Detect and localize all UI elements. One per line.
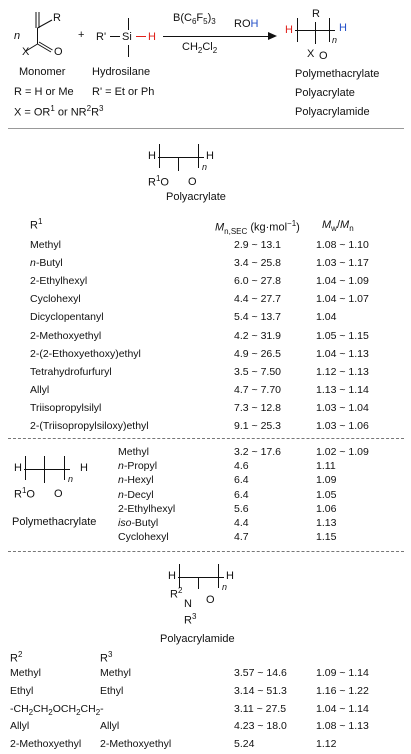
polyacrylate-mn: 3.4 ~ 25.8 — [234, 257, 281, 270]
polyacrylate-mn: 9.1 ~ 25.3 — [234, 420, 281, 432]
polyacrylate-row — [0, 257, 411, 271]
polymethacrylate-r: Cyclohexyl — [118, 531, 169, 544]
header-r1: $R^1$ — [30, 217, 43, 232]
monomer-r: R — [53, 12, 61, 24]
polyacrylate-mn: 5.4 ~ 13.7 — [234, 311, 281, 324]
polyacrylate-pdi: 1.03 ~ 1.17 — [316, 257, 369, 270]
polyacrylate-pdi: 1.12 ~ 1.13 — [316, 365, 369, 378]
polymethacrylate-r: n-Propyl — [118, 460, 158, 473]
polymethacrylate-mn: 4.4 — [234, 517, 249, 529]
polymethacrylate-caption: Polymethacrylate — [12, 516, 97, 528]
monomer-x: X — [22, 46, 30, 58]
polyacrylamide-caption: Polyacrylamide — [160, 633, 235, 645]
product-structure: H R n H X O — [285, 8, 347, 62]
polyacrylate-pdi: 1.05 ~ 1.15 — [316, 329, 369, 342]
polymethacrylate-mn: 5.6 — [234, 502, 249, 515]
polyacrylate-r: 2-(Triisopropylsiloxy)ethyl — [30, 420, 149, 432]
polyacrylamide-r2: $-CH_2CH_2OCH_2CH_2-$ — [10, 702, 104, 717]
polymethacrylate-row — [0, 531, 411, 545]
polyacrylate-row — [0, 275, 411, 289]
polyacrylate-r: Methyl — [30, 239, 61, 251]
product-label-3: Polyacrylamide — [295, 106, 370, 118]
polymethacrylate-mn: 6.4 — [234, 488, 249, 501]
polyacrylate-r: 2-Methoxyethyl — [30, 329, 102, 342]
polyacrylate-r: Tetrahydrofurfuryl — [30, 365, 112, 378]
polyacrylate-mn: 4.7 ~ 7.70 — [234, 383, 281, 396]
polyacrylamide-row — [0, 738, 411, 752]
polymethacrylate-pdi: 1.05 — [316, 488, 337, 501]
polyacrylate-pdi: 1.08 ~ 1.10 — [316, 239, 369, 251]
polyacrylamide-row — [0, 703, 411, 717]
polymethacrylate-pdi: 1.06 — [316, 502, 337, 515]
polyacrylamide-mn: 4.23 ~ 18.0 — [234, 720, 287, 733]
product-label-1: Polymethacrylate — [295, 68, 380, 80]
polyacrylate-r: Allyl — [30, 383, 50, 396]
catalyst-label: $B(C_6F_5)_3$ — [173, 12, 216, 27]
polymethacrylate-mn: 4.6 — [234, 460, 249, 473]
polyacrylamide-pdi: 1.04 ~ 1.14 — [316, 702, 369, 715]
polyacrylate-structure: H n H $R^1O$ O — [148, 136, 238, 196]
solvent-label: $CH_2Cl_2$ — [182, 41, 218, 56]
polyacrylamide-pdi: 1.12 — [316, 738, 337, 751]
polyacrylate-row — [0, 420, 411, 434]
hydrosilane-label: Hydrosilane — [92, 66, 151, 78]
polyacrylate-mn: 4.9 ~ 26.5 — [234, 347, 281, 360]
polyacrylamide-structure: H n H $R^2$ N O $R^3$ — [168, 560, 258, 630]
polyacrylamide-mn: 3.11 ~ 27.5 — [234, 702, 287, 715]
polyacrylamide-r3: 2-Methoxyethyl — [100, 738, 172, 751]
polyacrylate-mn: 4.2 ~ 31.9 — [234, 329, 281, 342]
monomer-label: Monomer — [19, 66, 66, 78]
polymethacrylate-r: 2-Ethylhexyl — [118, 502, 176, 515]
polyacrylate-mn: 6.0 ~ 27.8 — [234, 275, 281, 288]
polyacrylate-r: 2-(2-Ethoxyethoxy)ethyl — [30, 347, 141, 360]
product-label-2: Polyacrylate — [295, 87, 355, 99]
polyacrylate-row — [0, 239, 411, 253]
polymethacrylate-mn: 4.7 — [234, 531, 249, 544]
polymethacrylate-row — [0, 503, 411, 517]
divider-top — [8, 128, 404, 129]
polyacrylamide-r2: Allyl — [10, 720, 30, 733]
polyacrylamide-row — [0, 720, 411, 734]
plus-sign-1: + — [78, 29, 85, 41]
reaction-arrow — [163, 36, 275, 37]
polyacrylamide-mn: 5.24 — [234, 738, 255, 751]
polymethacrylate-pdi: 1.09 — [316, 474, 337, 487]
polyacrylate-r: Cyclohexyl — [30, 293, 81, 306]
x-definition: $X = OR^1$ or $NR^2R^3$ — [14, 104, 104, 119]
polyacrylamide-r3: Methyl — [100, 667, 131, 679]
polymethacrylate-r: n-Hexyl — [118, 474, 154, 487]
polyacrylate-pdi: 1.04 ~ 1.09 — [316, 275, 369, 288]
polyacrylate-caption: Polyacrylate — [166, 191, 226, 203]
polyacrylate-mn: 7.3 ~ 12.8 — [234, 401, 281, 414]
r-definition: R = H or Me — [14, 86, 74, 98]
polyacrylamide-mn: 3.14 ~ 51.3 — [234, 684, 287, 697]
divider-1 — [8, 438, 404, 439]
polymethacrylate-pdi: 1.15 — [316, 531, 337, 544]
polyacrylate-mn: 4.4 ~ 27.7 — [234, 293, 281, 306]
polyacrylate-r: 2-Ethylhexyl — [30, 275, 88, 288]
polyacrylamide-row — [0, 685, 411, 699]
polymethacrylate-row — [0, 474, 411, 488]
polyacrylamide-row — [0, 667, 411, 681]
polyacrylamide-pdi: 1.08 ~ 1.13 — [316, 720, 369, 733]
polyacrylate-row — [0, 311, 411, 325]
roh-label: ROH — [234, 18, 259, 30]
polyacrylate-pdi: 1.04 ~ 1.13 — [316, 347, 369, 360]
polymethacrylate-row — [0, 517, 411, 531]
polyacrylate-r: n-Butyl — [30, 257, 63, 270]
polyacrylamide-pdi: 1.16 ~ 1.22 — [316, 684, 369, 697]
polyacrylate-pdi: 1.03 ~ 1.04 — [316, 401, 369, 414]
header-r2: $R^2$ — [10, 650, 23, 665]
polyacrylate-pdi: 1.13 ~ 1.14 — [316, 383, 369, 396]
polyacrylate-mn: 2.9 ~ 13.1 — [234, 239, 281, 251]
polyacrylate-row — [0, 348, 411, 362]
polymethacrylate-pdi: 1.02 ~ 1.09 — [316, 446, 369, 458]
polymethacrylate-r: Methyl — [118, 446, 149, 458]
arrow-head — [268, 32, 278, 42]
polyacrylate-pdi: 1.03 ~ 1.06 — [316, 420, 369, 432]
polyacrylamide-r3: Ethyl — [100, 684, 124, 697]
polyacrylate-row — [0, 366, 411, 380]
polymethacrylate-structure: H n H $R^1O$ O — [14, 448, 104, 508]
polymethacrylate-r: iso-Butyl — [118, 517, 159, 529]
polyacrylate-pdi: 1.04 — [316, 311, 337, 324]
polyacrylamide-r3: Allyl — [100, 720, 120, 733]
polyacrylamide-r2: Methyl — [10, 667, 41, 679]
polyacrylate-mn: 3.5 ~ 7.50 — [234, 365, 281, 378]
polyacrylate-r: Triisopropylsilyl — [30, 401, 102, 414]
hydrosilane-structure: R' Si H — [94, 12, 174, 62]
header-r3: $R^3$ — [100, 650, 113, 665]
header-pdi: $M_w/M_n$ — [322, 219, 354, 234]
polymethacrylate-r: n-Decyl — [118, 488, 154, 501]
polymethacrylate-row — [0, 446, 411, 460]
polyacrylamide-r2: 2-Methoxyethyl — [10, 738, 82, 751]
polymethacrylate-row — [0, 460, 411, 474]
polymethacrylate-pdi: 1.11 — [316, 460, 336, 473]
header-mn: $M_{n,SEC}$ (kg·mol$^{-1}$) — [215, 219, 300, 236]
polyacrylamide-mn: 3.57 ~ 14.6 — [234, 667, 287, 679]
polymethacrylate-mn: 3.2 ~ 17.6 — [234, 446, 281, 458]
polyacrylate-row — [0, 330, 411, 344]
polyacrylamide-r2: Ethyl — [10, 684, 34, 697]
polyacrylate-row — [0, 402, 411, 416]
monomer-o: O — [54, 46, 63, 58]
rprime-definition: R' = Et or Ph — [92, 86, 155, 98]
divider-2 — [8, 551, 404, 552]
polyacrylate-row — [0, 384, 411, 398]
polyacrylate-r: Dicyclopentanyl — [30, 311, 104, 324]
polyacrylamide-pdi: 1.09 ~ 1.14 — [316, 667, 369, 679]
polyacrylate-row — [0, 293, 411, 307]
polymethacrylate-pdi: 1.13 — [316, 517, 337, 529]
polymethacrylate-mn: 6.4 — [234, 474, 249, 487]
monomer-n: n — [14, 30, 21, 42]
polyacrylate-pdi: 1.04 ~ 1.07 — [316, 293, 369, 306]
polymethacrylate-row — [0, 489, 411, 503]
